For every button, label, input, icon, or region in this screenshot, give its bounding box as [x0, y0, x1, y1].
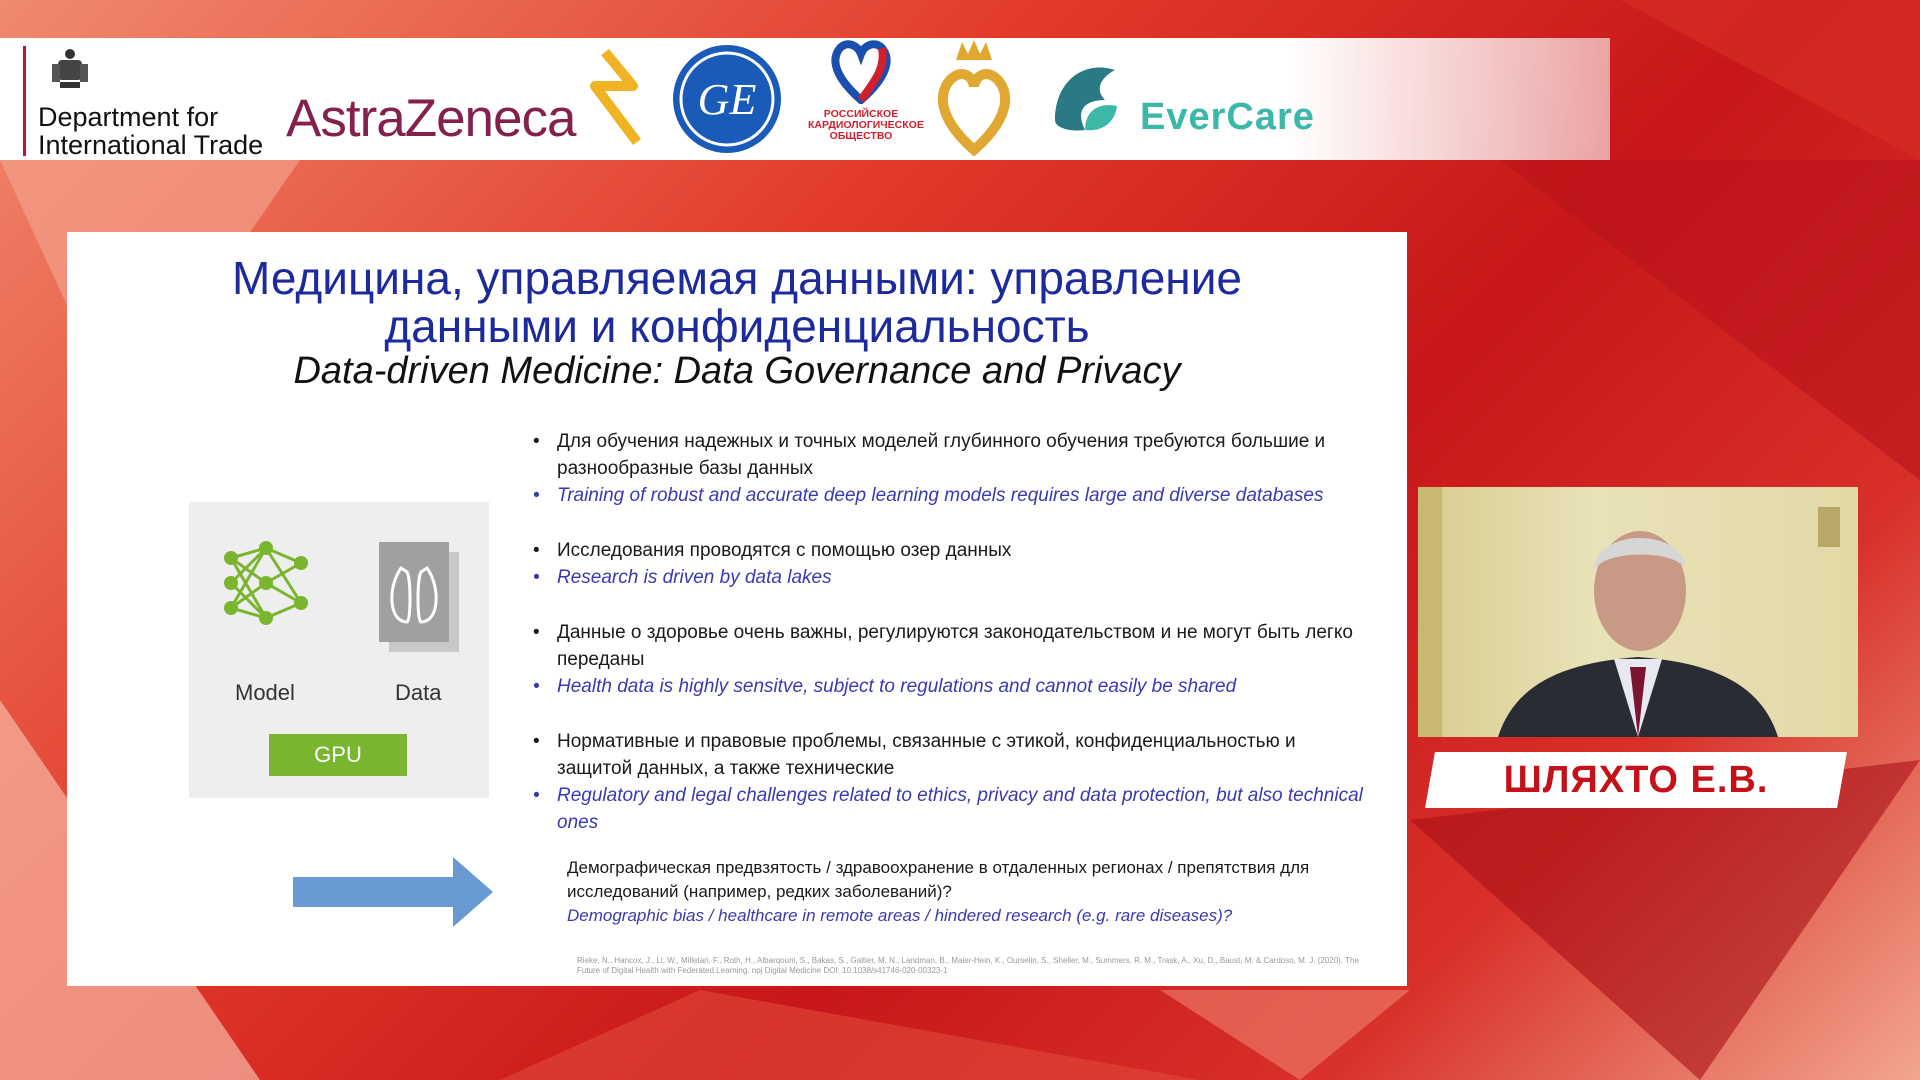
data-label: Data [395, 680, 442, 705]
slide-title-english: Data-driven Medicine: Data Governance and Privacy [293, 350, 1181, 392]
speaker-silhouette [1418, 487, 1858, 737]
bullet-list [525, 428, 1365, 836]
bullet-1-ru: • Для обучения надежных и точных моделей глубинного обучения требуются большие и разнообразные базы данных [525, 428, 1365, 482]
model-data-figure [189, 502, 489, 798]
evercare-bird-icon [1045, 50, 1135, 140]
astrazeneca-logo-text: AstraZeneca [286, 89, 576, 148]
crown-heart-logo-icon [932, 38, 1016, 156]
rko-line2: КАРДИОЛОГИЧЕСКОЕ [808, 119, 924, 131]
lung-scan-data-icon [377, 538, 463, 658]
title-ru-line2: данными и конфиденциальность [384, 300, 1090, 352]
dit-line2: International Trade [38, 130, 264, 160]
presentation-slide [67, 232, 1407, 986]
right-arrow-icon [293, 857, 493, 927]
bullet-4-ru: • Нормативные и правовые проблемы, связанные с этикой, конфиденциальностью и защитой данных, а также технические [525, 728, 1365, 782]
bullet-3-en: • Health data is highly sensitve, subject to regulations and cannot easily be shared [525, 673, 1365, 700]
bullet-2-ru: • Исследования проводятся с помощью озер данных [525, 537, 1365, 564]
svg-text:GE: GE [697, 75, 757, 124]
heart-logo-icon [826, 38, 896, 104]
rko-logo [808, 38, 924, 158]
royal-crest-icon [48, 46, 92, 94]
dit-line1: Department for [38, 102, 219, 132]
demographic-en: Demographic bias / healthcare in remote areas / hindered research (e.g. rare diseases)? [567, 906, 1233, 925]
model-label: Model [235, 680, 295, 705]
ge-logo-icon [670, 42, 784, 156]
speaker-name: ШЛЯХТО Е.В. [1503, 759, 1769, 801]
bullet-3-ru: • Данные о здоровье очень важны, регулируются законодательством и не могут быть легко переданы [525, 619, 1365, 673]
slide-title-russian [67, 254, 1407, 350]
slide-citation: Rieke, N., Hancox, J., Li, W., Milletari, F., Roth, H., Albarqouni, S., Bakas, S., Galtier, M. N., Landman, B., Maier-Hein, K., Ourselin, S., Sheller, M., Summers, R. M., Trask, A., Xu, D., Baust, M. & Cardoso, M. J. (2020). The Future of Digital Health with Federated Learning. npj Digital Medicine DOI: 10.1038/s41746-020-00323-1 [577, 956, 1359, 975]
gpu-label: GPU [269, 734, 407, 776]
bullet-4-en: • Regulatory and legal challenges related to ethics, privacy and data protection, but also technical ones [525, 782, 1365, 836]
bullet-2-en: • Research is driven by data lakes [525, 564, 1365, 591]
demographic-note [567, 856, 1347, 928]
sponsor-bar [0, 38, 1610, 160]
neural-network-icon [221, 538, 311, 628]
speaker-video [1418, 487, 1858, 737]
dit-logo [23, 46, 264, 160]
rko-line3: ОБЩЕСТВО [829, 130, 893, 142]
title-ru-line1: Медицина, управляемая данными: управление [232, 252, 1242, 304]
rko-line1: РОССИЙСКОЕ [823, 108, 899, 120]
demographic-ru: Демографическая предвзятость / здравоохранение в отдаленных регионах / препятствия для исследований (например, редких заболеваний)? [567, 858, 1310, 901]
evercare-logo-text: EverCare [1140, 96, 1315, 138]
astrazeneca-mark-icon [575, 46, 655, 146]
bullet-1-en: • Training of robust and accurate deep learning models requires large and diverse databases [525, 482, 1365, 509]
